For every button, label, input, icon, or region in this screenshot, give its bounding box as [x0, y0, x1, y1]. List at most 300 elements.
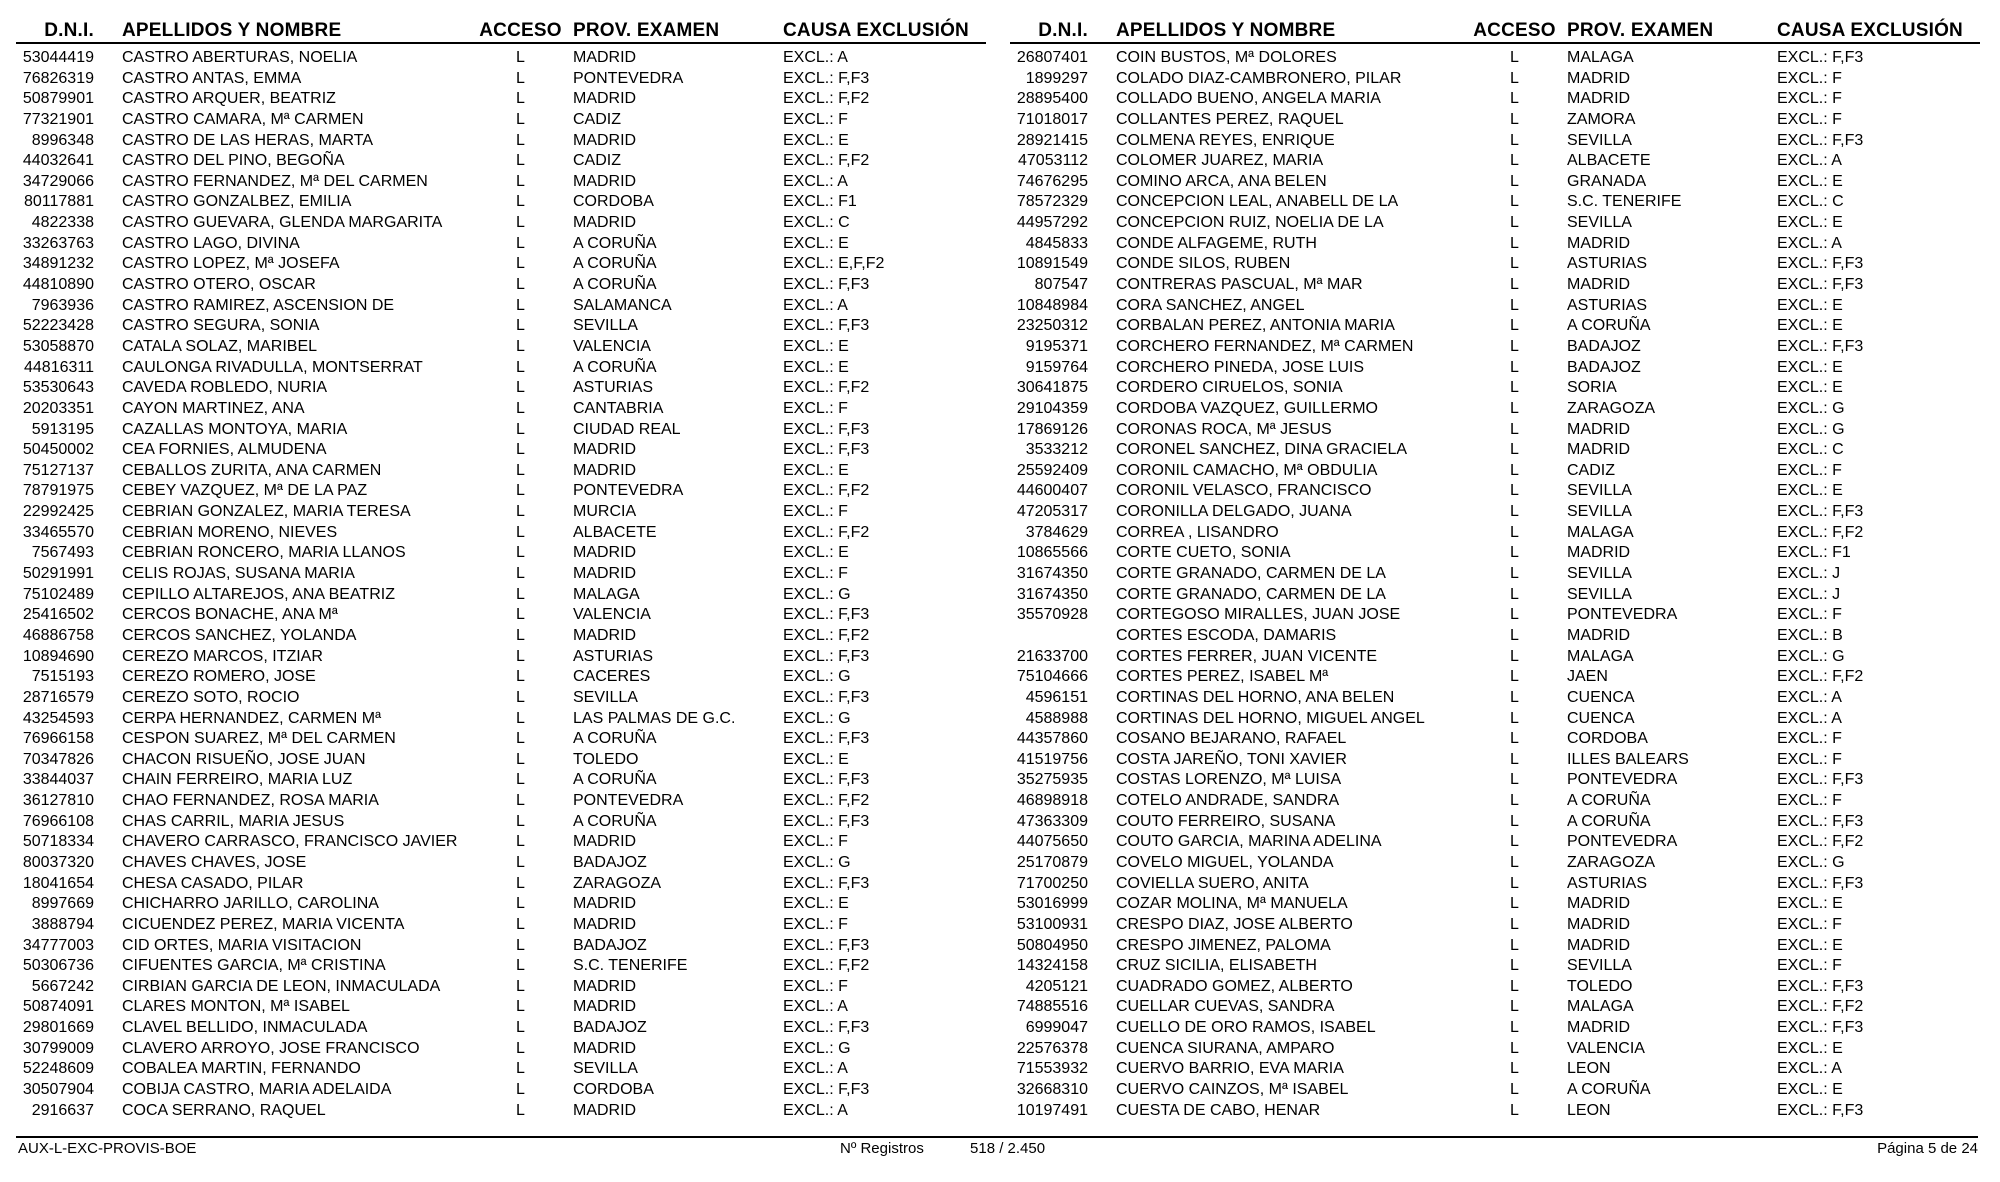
cell-acceso: L — [516, 482, 525, 500]
cell-prov: MADRID — [573, 90, 637, 108]
cell-causa: EXCL.: E — [783, 461, 849, 479]
cell-prov: SEVILLA — [573, 1060, 638, 1078]
cell-name: CORCHERO PINEDA, JOSE LUIS — [1116, 358, 1365, 376]
cell-causa: EXCL.: E — [1777, 214, 1843, 232]
cell-causa: EXCL.: F,F3 — [1777, 49, 1864, 66]
cell-acceso: L — [1510, 544, 1519, 562]
table-row — [1010, 234, 1980, 255]
cell-name: CORTES PEREZ, ISABEL Mª — [1116, 668, 1329, 686]
cell-causa: EXCL.: F — [783, 915, 848, 933]
cell-dni: 31674350 — [1016, 565, 1088, 583]
cell-causa: EXCL.: F,F3 — [1777, 1101, 1864, 1119]
cell-dni: 50718334 — [22, 833, 94, 851]
table-row — [1010, 420, 1980, 441]
cell-name: CUESTA DE CABO, HENAR — [1116, 1101, 1321, 1119]
table-row — [1010, 667, 1980, 688]
cell-name: CORONEL SANCHEZ, DINA GRACIELA — [1116, 441, 1408, 459]
cell-name: CEBRIAN GONZALEZ, MARIA TERESA — [122, 503, 411, 521]
table-row — [16, 853, 986, 874]
cell-prov: CADIZ — [1567, 461, 1615, 479]
cell-causa: EXCL.: F — [1777, 461, 1842, 479]
cell-name: CONDE ALFAGEME, RUTH — [1116, 234, 1317, 252]
cell-name: CASTRO RAMIREZ, ASCENSION DE — [122, 296, 395, 314]
table-row — [1010, 626, 1980, 647]
cell-prov: MADRID — [573, 915, 637, 933]
cell-prov: MALAGA — [1567, 49, 1634, 66]
cell-causa: EXCL.: A — [783, 172, 848, 190]
cell-name: CEBRIAN MORENO, NIEVES — [122, 523, 338, 541]
cell-causa: EXCL.: F,F3 — [1777, 131, 1864, 149]
cell-acceso: L — [1510, 833, 1519, 851]
cell-prov: CORDOBA — [573, 193, 654, 211]
cell-name: CORTINAS DEL HORNO, ANA BELEN — [1116, 688, 1395, 706]
cell-name: CASTRO LAGO, DIVINA — [122, 234, 300, 252]
cell-dni: 50804950 — [1016, 936, 1088, 954]
cell-causa: EXCL.: F,F3 — [783, 317, 870, 335]
cell-acceso: L — [1510, 895, 1519, 913]
cell-acceso: L — [516, 110, 525, 128]
cell-acceso: L — [516, 90, 525, 108]
cell-dni: 25416502 — [22, 606, 94, 624]
cell-acceso: L — [516, 317, 525, 335]
cell-name: CORONILLA DELGADO, JUANA — [1116, 503, 1352, 521]
cell-dni: 4205121 — [1025, 977, 1088, 995]
cell-causa: EXCL.: A — [1777, 709, 1842, 727]
cell-name: CHAIN FERREIRO, MARIA LUZ — [122, 771, 353, 789]
cell-prov: A CORUÑA — [1567, 812, 1651, 830]
table-row — [16, 709, 986, 730]
cell-dni: 29801669 — [22, 1019, 94, 1037]
cell-causa: EXCL.: F,F3 — [1777, 874, 1864, 892]
cell-causa: EXCL.: G — [783, 709, 851, 727]
cell-dni: 44957292 — [1016, 214, 1088, 232]
cell-prov: SORIA — [1567, 379, 1617, 397]
cell-acceso: L — [1510, 1060, 1519, 1078]
cell-prov: MADRID — [1567, 90, 1631, 108]
cell-name: CERCOS BONACHE, ANA Mª — [122, 606, 338, 624]
cell-dni: 33844037 — [22, 771, 94, 789]
cell-causa: EXCL.: E — [1777, 172, 1843, 190]
cell-prov: ASTURIAS — [1567, 296, 1648, 314]
cell-acceso: L — [516, 1060, 525, 1078]
cell-dni: 71018017 — [1016, 110, 1088, 128]
table-row — [16, 234, 986, 255]
cell-prov: MADRID — [573, 461, 637, 479]
cell-prov: ALBACETE — [1567, 152, 1651, 170]
table-row — [16, 420, 986, 441]
cell-acceso: L — [516, 874, 525, 892]
cell-causa: EXCL.: A — [1777, 1060, 1842, 1078]
cell-dni: 44600407 — [1016, 482, 1088, 500]
cell-dni — [1010, 626, 1102, 647]
table-row — [16, 523, 986, 544]
cell-acceso: L — [516, 441, 525, 459]
cell-dni: 9159764 — [1025, 358, 1088, 376]
table-row — [16, 667, 986, 688]
table-row — [1010, 1101, 1980, 1122]
cell-prov: SEVILLA — [573, 688, 638, 706]
table-row — [1010, 110, 1980, 131]
cell-causa: EXCL.: A — [1777, 152, 1842, 170]
cell-name: CRUZ SICILIA, ELISABETH — [1116, 957, 1317, 975]
cell-dni: 50874091 — [22, 998, 94, 1016]
cell-name: CORTE GRANADO, CARMEN DE LA — [1116, 585, 1386, 603]
cell-causa: EXCL.: F — [783, 977, 848, 995]
cell-acceso: L — [516, 957, 525, 975]
cell-causa: EXCL.: F — [1777, 110, 1842, 128]
cell-acceso: L — [1510, 812, 1519, 830]
cell-dni: 28716579 — [22, 688, 94, 706]
cell-causa: EXCL.: F,F2 — [1777, 523, 1864, 541]
cell-causa: EXCL.: F,F3 — [783, 730, 870, 748]
cell-dni: 71553932 — [1016, 1060, 1088, 1078]
cell-causa: EXCL.: E,F,F2 — [783, 255, 885, 273]
cell-causa: EXCL.: A — [783, 49, 848, 66]
cell-causa: EXCL.: E — [783, 544, 849, 562]
table-row — [1010, 151, 1980, 172]
cell-prov: LEON — [1567, 1060, 1611, 1078]
cell-acceso: L — [1510, 750, 1519, 768]
cell-acceso: L — [516, 420, 525, 438]
table-row — [16, 688, 986, 709]
table-row — [16, 977, 986, 998]
cell-acceso: L — [516, 1101, 525, 1119]
table-body — [16, 48, 986, 1121]
cell-dni: 28895400 — [1016, 90, 1088, 108]
cell-acceso: L — [1510, 296, 1519, 314]
cell-prov: ZARAGOZA — [1567, 853, 1656, 871]
cell-dni: 77321901 — [22, 110, 94, 128]
page-number: Página 5 de 24 — [1877, 1140, 1978, 1157]
cell-prov: MURCIA — [573, 503, 637, 521]
cell-dni: 75127137 — [22, 461, 94, 479]
cell-dni: 6999047 — [1025, 1019, 1088, 1037]
cell-acceso: L — [1510, 503, 1519, 521]
cell-prov: GRANADA — [1567, 172, 1647, 190]
cell-dni: 10865566 — [1016, 544, 1088, 562]
table-row — [1010, 440, 1980, 461]
cell-causa: EXCL.: C — [1777, 441, 1844, 459]
cell-name: CORREA , LISANDRO — [1116, 523, 1279, 541]
cell-causa: EXCL.: E — [1777, 895, 1843, 913]
cell-name: CEBRIAN RONCERO, MARIA LLANOS — [122, 544, 406, 562]
table-row — [1010, 1080, 1980, 1101]
cell-acceso: L — [516, 544, 525, 562]
cell-dni: 34891232 — [22, 255, 94, 273]
cell-dni: 78791975 — [22, 482, 94, 500]
cell-prov: ILLES BALEARS — [1567, 750, 1689, 768]
cell-prov: MALAGA — [1567, 523, 1634, 541]
cell-prov: PONTEVEDRA — [1567, 833, 1678, 851]
cell-causa: EXCL.: E — [783, 337, 849, 355]
cell-name: CASTRO DEL PINO, BEGOÑA — [122, 152, 345, 170]
cell-name: COBALEA MARTIN, FERNANDO — [122, 1060, 361, 1078]
cell-name: CELIS ROJAS, SUSANA MARIA — [122, 565, 355, 583]
cell-causa: EXCL.: F,F3 — [783, 606, 870, 624]
cell-name: CLAVEL BELLIDO, INMACULADA — [122, 1019, 368, 1037]
cell-causa: EXCL.: F,F2 — [783, 957, 870, 975]
cell-dni: 35570928 — [1016, 606, 1088, 624]
cell-name: CORTINAS DEL HORNO, MIGUEL ANGEL — [1116, 709, 1425, 727]
cell-causa: EXCL.: E — [1777, 1081, 1843, 1099]
cell-dni: 71700250 — [1016, 874, 1088, 892]
table-row — [16, 997, 986, 1018]
cell-dni: 21633700 — [1016, 647, 1088, 665]
cell-dni: 30641875 — [1016, 379, 1088, 397]
cell-acceso: L — [1510, 379, 1519, 397]
cell-acceso: L — [1510, 915, 1519, 933]
cell-acceso: L — [516, 172, 525, 190]
cell-dni: 7567493 — [31, 544, 94, 562]
table-row — [1010, 316, 1980, 337]
table-row — [16, 48, 986, 69]
cell-name: CORBALAN PEREZ, ANTONIA MARIA — [1116, 317, 1395, 335]
cell-dni: 44810890 — [22, 276, 94, 294]
table-row — [1010, 936, 1980, 957]
cell-prov: SEVILLA — [1567, 957, 1632, 975]
table-row — [1010, 605, 1980, 626]
cell-prov: MADRID — [573, 1101, 637, 1119]
table-row — [16, 585, 986, 606]
table-row — [16, 791, 986, 812]
cell-prov: SEVILLA — [1567, 214, 1632, 232]
table-row — [16, 172, 986, 193]
cell-prov: ASTURIAS — [573, 647, 654, 665]
cell-dni: 75104666 — [1016, 668, 1088, 686]
cell-acceso: L — [1510, 853, 1519, 871]
cell-name: CONCEPCION LEAL, ANABELL DE LA — [1116, 193, 1399, 211]
cell-acceso: L — [1510, 792, 1519, 810]
cell-dni: 31674350 — [1016, 585, 1088, 603]
table-row — [1010, 481, 1980, 502]
table-row — [16, 254, 986, 275]
cell-dni: 53058870 — [22, 337, 94, 355]
cell-name: CUADRADO GOMEZ, ALBERTO — [1116, 977, 1353, 995]
cell-causa: EXCL.: F,F3 — [783, 812, 870, 830]
cell-acceso: L — [516, 626, 525, 644]
cell-name: CORONAS ROCA, Mª JESUS — [1116, 420, 1332, 438]
cell-dni: 80117881 — [24, 193, 94, 211]
cell-prov: ZARAGOZA — [1567, 399, 1656, 417]
cell-prov: ASTURIAS — [573, 379, 654, 397]
cell-prov: CANTABRIA — [573, 399, 664, 417]
cell-prov: LAS PALMAS DE G.C. — [573, 709, 736, 727]
cell-name: COSTA JAREÑO, TONI XAVIER — [1116, 750, 1347, 768]
table-row — [16, 832, 986, 853]
cell-causa: EXCL.: F — [1777, 915, 1842, 933]
table-row — [16, 337, 986, 358]
cell-name: CASTRO SEGURA, SONIA — [122, 317, 320, 335]
cell-dni: 70347826 — [22, 750, 94, 768]
cell-dni: 33465570 — [22, 523, 94, 541]
cell-causa: EXCL.: G — [783, 585, 851, 603]
cell-acceso: L — [1510, 358, 1519, 376]
cell-prov: ZAMORA — [1567, 110, 1636, 128]
cell-dni: 50291991 — [22, 565, 94, 583]
cell-acceso: L — [1510, 49, 1519, 66]
cell-name: CASTRO ABERTURAS, NOELIA — [122, 49, 358, 66]
table-row — [16, 502, 986, 523]
cell-causa: EXCL.: F,F3 — [1777, 255, 1864, 273]
cell-causa: EXCL.: A — [783, 1101, 848, 1119]
cell-causa: EXCL.: F — [1777, 957, 1842, 975]
cell-causa: EXCL.: J — [1777, 565, 1841, 583]
cell-name: CASTRO GUEVARA, GLENDA MARGARITA — [122, 214, 443, 232]
cell-name: CASTRO OTERO, OSCAR — [122, 276, 316, 294]
cell-prov: CORDOBA — [573, 1081, 654, 1099]
table-row — [16, 874, 986, 895]
table-row — [16, 1059, 986, 1080]
cell-prov: MADRID — [1567, 936, 1631, 954]
cell-prov: TOLEDO — [1567, 977, 1633, 995]
cell-acceso: L — [1510, 276, 1519, 294]
cell-acceso: L — [516, 606, 525, 624]
cell-name: CUELLO DE ORO RAMOS, ISABEL — [1116, 1019, 1376, 1037]
cell-acceso: L — [1510, 771, 1519, 789]
cell-name: CHAS CARRIL, MARIA JESUS — [122, 812, 345, 830]
cell-dni: 10197491 — [1016, 1101, 1088, 1119]
cell-name: CASTRO LOPEZ, Mª JOSEFA — [122, 255, 340, 273]
cell-prov: MADRID — [573, 833, 637, 851]
table-row — [16, 564, 986, 585]
cell-acceso: L — [516, 131, 525, 149]
cell-acceso: L — [516, 337, 525, 355]
cell-dni: 17869126 — [1016, 420, 1088, 438]
cell-acceso: L — [516, 936, 525, 954]
cell-acceso: L — [1510, 565, 1519, 583]
cell-dni: 18041654 — [22, 874, 94, 892]
cell-name: CID ORTES, MARIA VISITACION — [122, 936, 362, 954]
cell-name: COTELO ANDRADE, SANDRA — [1116, 792, 1340, 810]
cell-causa: EXCL.: F,F3 — [783, 1019, 870, 1037]
cell-dni: 80037320 — [22, 853, 94, 871]
cell-acceso: L — [1510, 523, 1519, 541]
cell-dni: 9195371 — [1025, 337, 1088, 355]
cell-acceso: L — [516, 771, 525, 789]
cell-dni: 1899297 — [1025, 69, 1088, 87]
cell-causa: EXCL.: F — [783, 110, 848, 128]
cell-acceso: L — [1510, 69, 1519, 87]
cell-causa: EXCL.: F,F3 — [1777, 812, 1864, 830]
cell-name: CIRBIAN GARCIA DE LEON, INMACULADA — [122, 977, 441, 995]
cell-name: COVIELLA SUERO, ANITA — [1116, 874, 1309, 892]
table-row — [16, 956, 986, 977]
cell-acceso: L — [516, 1039, 525, 1057]
table-row — [1010, 1039, 1980, 1060]
cell-causa: EXCL.: F,F3 — [783, 688, 870, 706]
cell-name: COUTO GARCIA, MARINA ADELINA — [1116, 833, 1382, 851]
cell-prov: PONTEVEDRA — [573, 792, 684, 810]
cell-prov: SEVILLA — [1567, 131, 1632, 149]
cell-causa: EXCL.: E — [1777, 296, 1843, 314]
cell-dni: 44816311 — [24, 358, 94, 376]
table-row — [1010, 378, 1980, 399]
cell-causa: EXCL.: F — [1777, 792, 1842, 810]
cell-acceso: L — [1510, 461, 1519, 479]
cell-prov: TOLEDO — [573, 750, 639, 768]
cell-acceso: L — [516, 565, 525, 583]
cell-dni: 53044419 — [22, 49, 94, 66]
cell-name: CORCHERO FERNANDEZ, Mª CARMEN — [1116, 337, 1414, 355]
cell-name: CEPILLO ALTAREJOS, ANA BEATRIZ — [122, 585, 395, 603]
cell-prov: JAEN — [1567, 668, 1608, 686]
table-row — [1010, 358, 1980, 379]
cell-acceso: L — [1510, 234, 1519, 252]
cell-prov: A CORUÑA — [1567, 317, 1651, 335]
cell-causa: EXCL.: F,F2 — [1777, 998, 1864, 1016]
cell-causa: EXCL.: F,F2 — [783, 482, 870, 500]
table-row — [16, 1039, 986, 1060]
cell-acceso: L — [1510, 482, 1519, 500]
cell-acceso: L — [1510, 874, 1519, 892]
cell-name: COMINO ARCA, ANA BELEN — [1116, 172, 1327, 190]
cell-causa: EXCL.: F,F3 — [783, 276, 870, 294]
cell-causa: EXCL.: E — [1777, 1039, 1843, 1057]
cell-acceso: L — [516, 668, 525, 686]
cell-name: CORONIL VELASCO, FRANCISCO — [1116, 482, 1372, 500]
cell-causa: EXCL.: A — [783, 1060, 848, 1078]
cell-name: CASTRO ARQUER, BEATRIZ — [122, 90, 336, 108]
cell-dni: 30507904 — [22, 1081, 94, 1099]
cell-causa: EXCL.: A — [783, 998, 848, 1016]
cell-dni: 46898918 — [1016, 792, 1088, 810]
table-row — [1010, 709, 1980, 730]
table-row — [16, 296, 986, 317]
cell-acceso: L — [516, 255, 525, 273]
cell-prov: MADRID — [1567, 234, 1631, 252]
table-row — [16, 461, 986, 482]
cell-name: CLAVERO ARROYO, JOSE FRANCISCO — [122, 1039, 420, 1057]
cell-name: COIN BUSTOS, Mª DOLORES — [1116, 49, 1337, 66]
cell-acceso: L — [516, 399, 525, 417]
cell-dni: 50306736 — [22, 957, 94, 975]
table-row — [16, 605, 986, 626]
cell-acceso: L — [516, 276, 525, 294]
table-row — [1010, 172, 1980, 193]
cell-causa: EXCL.: G — [783, 1039, 851, 1057]
cell-name: CUELLAR CUEVAS, SANDRA — [1116, 998, 1335, 1016]
cell-dni: 26807401 — [1016, 49, 1088, 66]
table-row — [16, 647, 986, 668]
cell-prov: CACERES — [573, 668, 651, 686]
cell-acceso: L — [1510, 441, 1519, 459]
cell-causa: EXCL.: F,F3 — [1777, 771, 1864, 789]
cell-dni: 25592409 — [1016, 461, 1088, 479]
cell-acceso: L — [1510, 585, 1519, 603]
cell-dni: 3784629 — [1025, 523, 1088, 541]
cell-dni: 3888794 — [31, 915, 94, 933]
cell-causa: EXCL.: F,F2 — [1777, 668, 1864, 686]
cell-dni: 41519756 — [1016, 750, 1088, 768]
cell-acceso: L — [516, 833, 525, 851]
cell-acceso: L — [1510, 337, 1519, 355]
cell-prov: MADRID — [573, 565, 637, 583]
cell-prov: VALENCIA — [573, 606, 651, 624]
cell-prov: SEVILLA — [573, 317, 638, 335]
cell-prov: ZARAGOZA — [573, 874, 662, 892]
table-row — [1010, 523, 1980, 544]
cell-prov: S.C. TENERIFE — [573, 957, 688, 975]
cell-dni: 5667242 — [31, 977, 94, 995]
cell-name: COUTO FERREIRO, SUSANA — [1116, 812, 1336, 830]
header-prov: PROV. EXAMEN — [1567, 20, 1714, 41]
cell-name: CORTEGOSO MIRALLES, JUAN JOSE — [1116, 606, 1401, 624]
cell-dni: 53530643 — [22, 379, 94, 397]
cell-acceso: L — [1510, 1019, 1519, 1037]
header-dni: D.N.I. — [1038, 20, 1088, 41]
cell-acceso: L — [1510, 90, 1519, 108]
table-row — [16, 729, 986, 750]
